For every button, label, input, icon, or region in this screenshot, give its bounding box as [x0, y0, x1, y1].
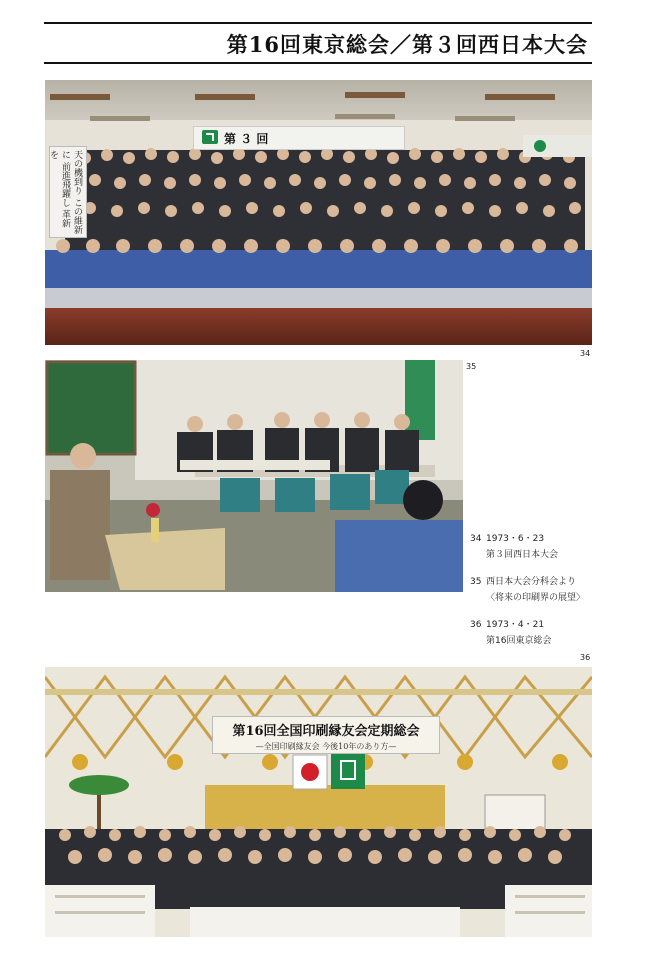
caption-date: 1973・4・21: [486, 620, 545, 630]
meeting-banner: [212, 716, 440, 754]
photo-number-36: 36: [580, 653, 591, 662]
photo-number-35: 35: [466, 362, 477, 371]
caption-event: 西日本大会分科会より: [486, 577, 577, 587]
meeting-photo-illustration: [45, 360, 463, 592]
caption-36: [470, 617, 551, 646]
photo-breakout-session: [45, 360, 463, 592]
caption-date: 1973・6・23: [486, 534, 545, 544]
convention-banner: [193, 126, 405, 150]
meeting-banner-title: 第16回全国印刷縁友会定期総会: [232, 724, 420, 739]
slogan-scroll: 天の機到り この維新に 前進飛躍し 革新を: [49, 146, 87, 238]
caption-number: 34: [470, 534, 482, 544]
meeting-banner-subtitle: —全国印刷縁友会 今後10年のあり方—: [255, 742, 397, 751]
caption-subtitle: 〈将来の印刷界の展望〉: [486, 593, 586, 603]
photo-number-34: 34: [580, 349, 591, 358]
association-logo-icon: [202, 130, 218, 144]
caption-number: 36: [470, 620, 482, 630]
page-header: [44, 22, 592, 64]
caption-34: [470, 531, 558, 560]
caption-event: 第３回西日本大会: [486, 550, 559, 560]
assembly-photo-illustration: [45, 667, 592, 937]
convention-banner-text: 第 ３ 回: [224, 132, 269, 146]
photo-west-japan-convention: [45, 80, 592, 345]
caption-event: 第16回東京総会: [486, 636, 552, 646]
caption-number: 35: [470, 577, 482, 587]
page-title: 第16回東京総会／第３回西日本大会: [226, 32, 588, 57]
caption-35: [470, 574, 585, 603]
group-photo-illustration: [45, 80, 592, 345]
photo-tokyo-general-meeting: [45, 667, 592, 937]
